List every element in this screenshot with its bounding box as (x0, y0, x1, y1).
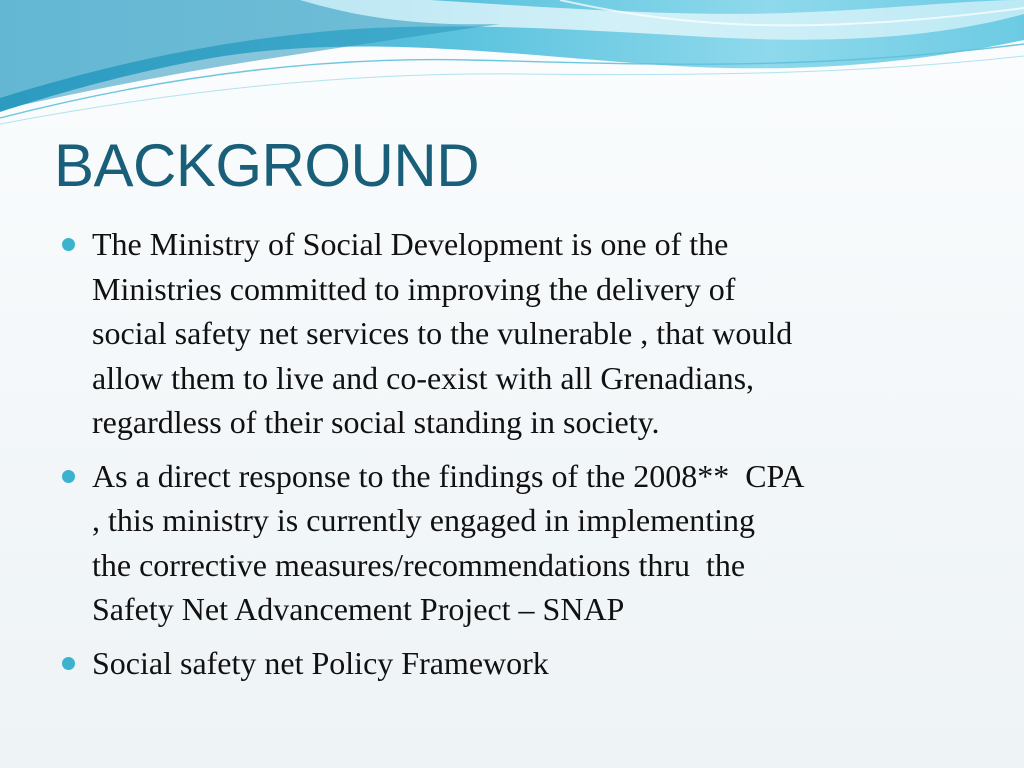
bullet-dot-icon (62, 470, 75, 483)
bullet-text (92, 641, 972, 686)
bullet-text (92, 222, 972, 445)
bullet-item (62, 641, 972, 686)
bullet-dot-icon (62, 657, 75, 670)
slide-title: BACKGROUND (54, 132, 480, 199)
bullet-text (92, 454, 972, 632)
bullet-text-line: regardless of their social standing in society. (92, 404, 660, 440)
bullet-text-line: Safety Net Advancement Project – SNAP (92, 591, 625, 627)
bullet-text-line: As a direct response to the findings of the 2008** CPA (92, 457, 805, 494)
bullet-text-line: The Ministry of Social Development is one of the (92, 226, 729, 262)
bullet-text-line: social safety net services to the vulnerable , that would (92, 315, 793, 351)
bullet-text-line: allow them to live and co-exist with all Grenadians, (92, 359, 755, 396)
bullet-dot-icon (62, 238, 75, 251)
decorative-wave-header (0, 0, 1024, 130)
bullet-text-line: the corrective measures/recommendations thru the (92, 546, 746, 583)
bullet-text-line: , this ministry is currently engaged in implementing (92, 502, 755, 538)
bullet-item (62, 454, 972, 632)
bullet-item (62, 222, 972, 445)
bullet-list (62, 222, 972, 694)
bullet-text-line: Ministries committed to improving the delivery of (92, 270, 736, 307)
bullet-text-line: Social safety net Policy Framework (92, 644, 549, 681)
